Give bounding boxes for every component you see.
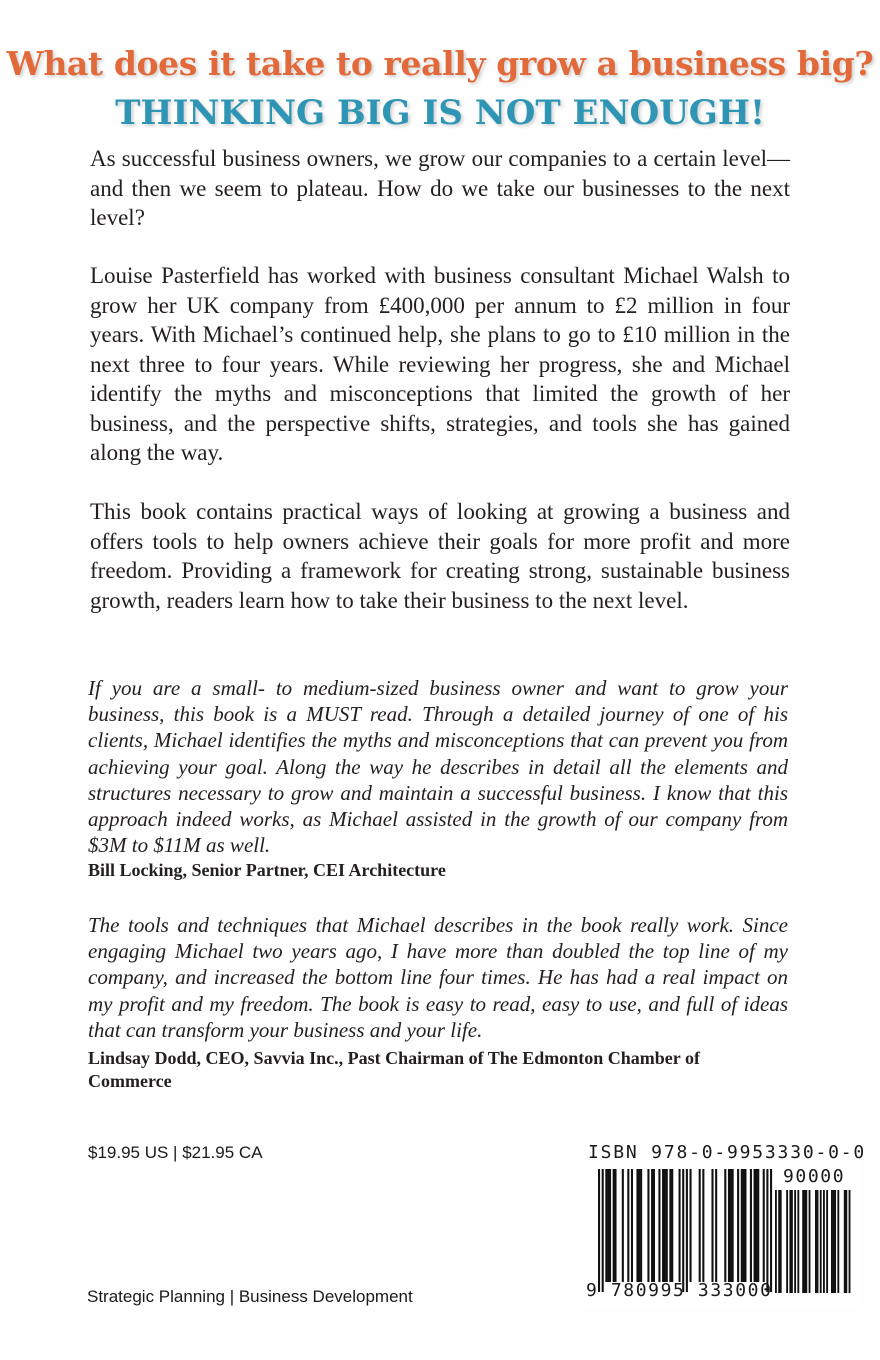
addon-bar	[844, 1190, 846, 1293]
body-paragraph-3: This book contains practical ways of looking at growing a business and offers tools to help owners achieve their goals for more profit and more freedom. Providing a framework for creating strong, sustainable business growth, readers learn how to take their business to the next level.	[90, 499, 790, 613]
ean-bar	[638, 1169, 640, 1282]
testimonial-attribution-2: Lindsay Dodd, CEO, Savvia Inc., Past Chairman of The Edmonton Chamber of Commerce	[88, 1048, 700, 1091]
ean-bar	[699, 1169, 701, 1282]
ean-bar	[750, 1169, 752, 1282]
ean-bar	[715, 1169, 717, 1282]
ean-bar	[671, 1169, 673, 1282]
addon-digits: 90000	[783, 1166, 846, 1187]
addon-bar	[817, 1190, 819, 1293]
isbn-barcode	[584, 1142, 867, 1308]
addon-bar	[820, 1190, 822, 1293]
ean-bar	[651, 1169, 653, 1282]
ean-bar	[666, 1169, 668, 1282]
ean-bar	[754, 1169, 756, 1282]
body-paragraph-1: As successful business owners, we grow our companies to a certain level—and then we seem to plateau. How do we take our businesses to the next level?	[90, 146, 790, 230]
ean-bar	[730, 1169, 732, 1282]
headline: What does it take to really grow a business big?	[6, 44, 874, 83]
ean-bar	[614, 1169, 616, 1282]
testimonial-quote-1: If you are a small- to medium-sized business owner and want to grow your business, this book is a MUST read. Through a detailed journey of one of his clients, Michael identifies the myths and misconceptions that can prevent you from achieving your goal. Along the way he describes in detail all the elements and structures necessary to grow and maintain a successful business. I know that this approach indeed works, as Michael assisted in the growth of our company from $3M to $11M as well.	[88, 676, 788, 858]
addon-bar	[805, 1190, 807, 1293]
isbn-label: ISBN 978-0-9953330-0-0	[588, 1142, 867, 1163]
ean-bar	[602, 1169, 604, 1292]
price-label: $19.95 US | $21.95 CA	[88, 1143, 263, 1162]
ean-bar	[711, 1169, 713, 1282]
ean-bar	[627, 1169, 629, 1282]
addon-bar	[797, 1190, 799, 1293]
ean-bar	[598, 1169, 600, 1292]
ean-bar	[607, 1169, 609, 1282]
ean-bar	[702, 1169, 704, 1282]
category-label: Strategic Planning | Business Development	[87, 1287, 413, 1306]
ean-bar	[662, 1169, 664, 1282]
testimonial-attribution-1: Bill Locking, Senior Partner, CEI Architecture	[88, 860, 446, 880]
addon-bar	[775, 1190, 777, 1293]
addon-bar	[833, 1190, 835, 1293]
ean-bar	[640, 1169, 642, 1282]
addon-bar	[786, 1190, 788, 1293]
ean-bar	[770, 1169, 772, 1292]
ean-bar	[647, 1169, 649, 1282]
addon-bar	[849, 1190, 851, 1293]
ean-bar	[605, 1169, 607, 1282]
addon-bar	[826, 1190, 828, 1293]
ean-bar	[757, 1169, 759, 1282]
addon-bar	[815, 1190, 817, 1293]
body-paragraph-2: Louise Pasterfield has worked with business consultant Michael Walsh to grow her UK company from £400,000 per annum to £2 million in four years. With Michael’s continued help, she plans to go to £10 million in the next three to four years. While reviewing her progress, she and Michael identify the myths and misconceptions that limited the growth of her business, and the perspective shifts, strategies, and tools she has gained along the way.	[90, 263, 790, 465]
addon-bar	[778, 1190, 780, 1293]
ean-bar	[609, 1169, 611, 1282]
ean-bar	[737, 1169, 739, 1282]
ean-bar	[732, 1169, 734, 1282]
ean-bar	[636, 1169, 638, 1282]
ean-bar	[690, 1169, 692, 1282]
ean-digits: 9 780995 333000	[586, 1280, 773, 1301]
ean-bar	[613, 1169, 615, 1282]
ean-bar	[766, 1169, 768, 1292]
ean-bar	[679, 1169, 681, 1282]
ean-bar	[658, 1169, 660, 1282]
addon-bar	[789, 1190, 791, 1293]
addon-bar	[823, 1190, 825, 1293]
subheadline: THINKING BIG IS NOT ENOUGH!	[115, 93, 765, 133]
ean-bar	[622, 1169, 624, 1282]
ean-bar	[724, 1169, 726, 1282]
ean-bar	[763, 1169, 765, 1282]
addon-bar	[791, 1190, 793, 1293]
addon-bar	[845, 1190, 847, 1293]
ean-bar	[664, 1169, 666, 1282]
addon-bar	[834, 1190, 836, 1293]
addon-bar	[804, 1190, 806, 1293]
ean-bar	[728, 1169, 730, 1282]
ean-bar	[669, 1169, 671, 1282]
addon-bar	[837, 1190, 839, 1293]
ean-bar	[686, 1169, 688, 1292]
ean-bar	[744, 1169, 746, 1282]
ean-bar	[682, 1169, 684, 1292]
addon-bar	[780, 1190, 782, 1293]
addon-bar	[809, 1190, 811, 1293]
addon-bar	[831, 1190, 833, 1293]
addon-bar	[802, 1190, 804, 1293]
ean-bar	[755, 1169, 757, 1282]
ean-bar	[743, 1169, 745, 1282]
testimonial-quote-2: The tools and techniques that Michael describes in the book really work. Since engaging Michael two years ago, I have more than doubled the top line of my company, and increased the bottom line four times. He has had a real impact on my profit and my freedom. The book is easy to read, easy to use, and full of ideas that can transform your business and your life.	[88, 913, 788, 1042]
ean-bar	[631, 1169, 633, 1282]
ean-bar	[653, 1169, 655, 1282]
addon-bar	[794, 1190, 796, 1293]
ean-bar	[741, 1169, 743, 1282]
